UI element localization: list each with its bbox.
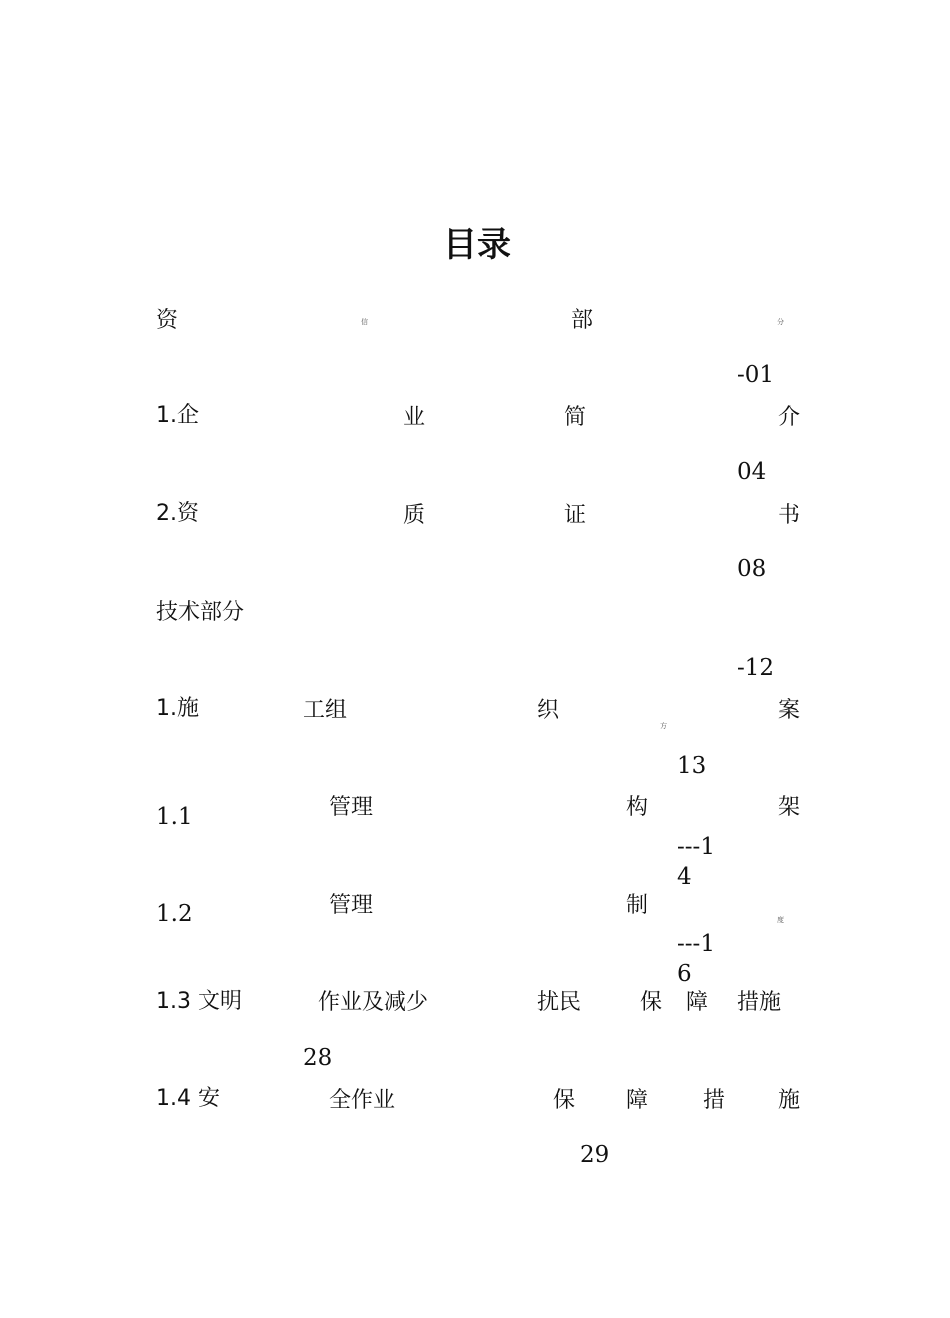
toc-entry-number: 1.3 文明 — [156, 989, 242, 1014]
toc-entry-word: 扰民 — [537, 990, 582, 1015]
toc-page-number-cut: 4 — [677, 864, 692, 890]
toc-entry-word: 施 — [778, 1088, 801, 1113]
toc-entry-number: 1.4 安 — [156, 1086, 220, 1111]
toc-entry-word: 简 — [564, 405, 587, 430]
toc-entry-number: 1.2 — [156, 901, 193, 927]
toc-entry-word: 工组 — [303, 698, 348, 723]
section-heading-char: 信 — [361, 318, 368, 326]
toc-entry-word: 全作业 — [329, 1088, 396, 1113]
toc-page-number: -01 — [737, 362, 775, 388]
toc-entry-number: 1.1 — [156, 804, 193, 830]
toc-page-number: 28 — [303, 1045, 333, 1071]
toc-entry-word: 度 — [777, 916, 784, 924]
toc-entry-word: 障 — [686, 990, 709, 1015]
toc-entry-word: 书 — [778, 503, 801, 528]
toc-entry-word: 制 — [626, 893, 649, 918]
toc-page-number: 13 — [677, 753, 707, 779]
toc-entry-word: 业 — [403, 405, 426, 430]
toc-title: 目录 — [443, 225, 511, 265]
toc-entry-word: 案 — [778, 698, 801, 723]
toc-entry-word: 障 — [626, 1088, 649, 1113]
toc-page-number-cut: 6 — [677, 961, 692, 987]
section-heading-char: 分 — [777, 318, 784, 326]
toc-entry-word: 质 — [403, 503, 426, 528]
toc-page-number: ---1 — [677, 834, 715, 860]
toc-page-number: -12 — [737, 655, 775, 681]
toc-page-number: 29 — [580, 1142, 610, 1168]
toc-page-number: ---1 — [677, 931, 715, 957]
toc-entry-word: 作业及减少 — [318, 990, 429, 1015]
toc-entry-word: 方 — [660, 722, 667, 730]
toc-entry-word: 织 — [537, 698, 560, 723]
toc-entry-word: 介 — [778, 405, 801, 430]
toc-entry-word: 管理 — [329, 893, 374, 918]
toc-entry-word: 保 — [553, 1088, 576, 1113]
toc-entry-word: 证 — [564, 503, 587, 528]
toc-entry-word: 架 — [778, 795, 801, 820]
toc-page-number: 08 — [737, 556, 767, 582]
toc-page-number: 04 — [737, 459, 767, 485]
toc-entry-word: 管理 — [329, 795, 374, 820]
toc-entry-number: 2.资 — [156, 501, 199, 526]
toc-entry-number: 1.施 — [156, 696, 199, 721]
toc-entry-word: 措施 — [737, 990, 782, 1015]
toc-entry-word: 保 — [640, 990, 663, 1015]
toc-entry-word: 措 — [703, 1088, 726, 1113]
toc-entry-word: 构 — [626, 795, 649, 820]
section-heading-char: 部 — [571, 308, 594, 333]
toc-entry-number: 1.企 — [156, 403, 199, 428]
section-heading: 技术部分 — [156, 600, 245, 625]
section-heading-char: 资 — [156, 308, 179, 333]
